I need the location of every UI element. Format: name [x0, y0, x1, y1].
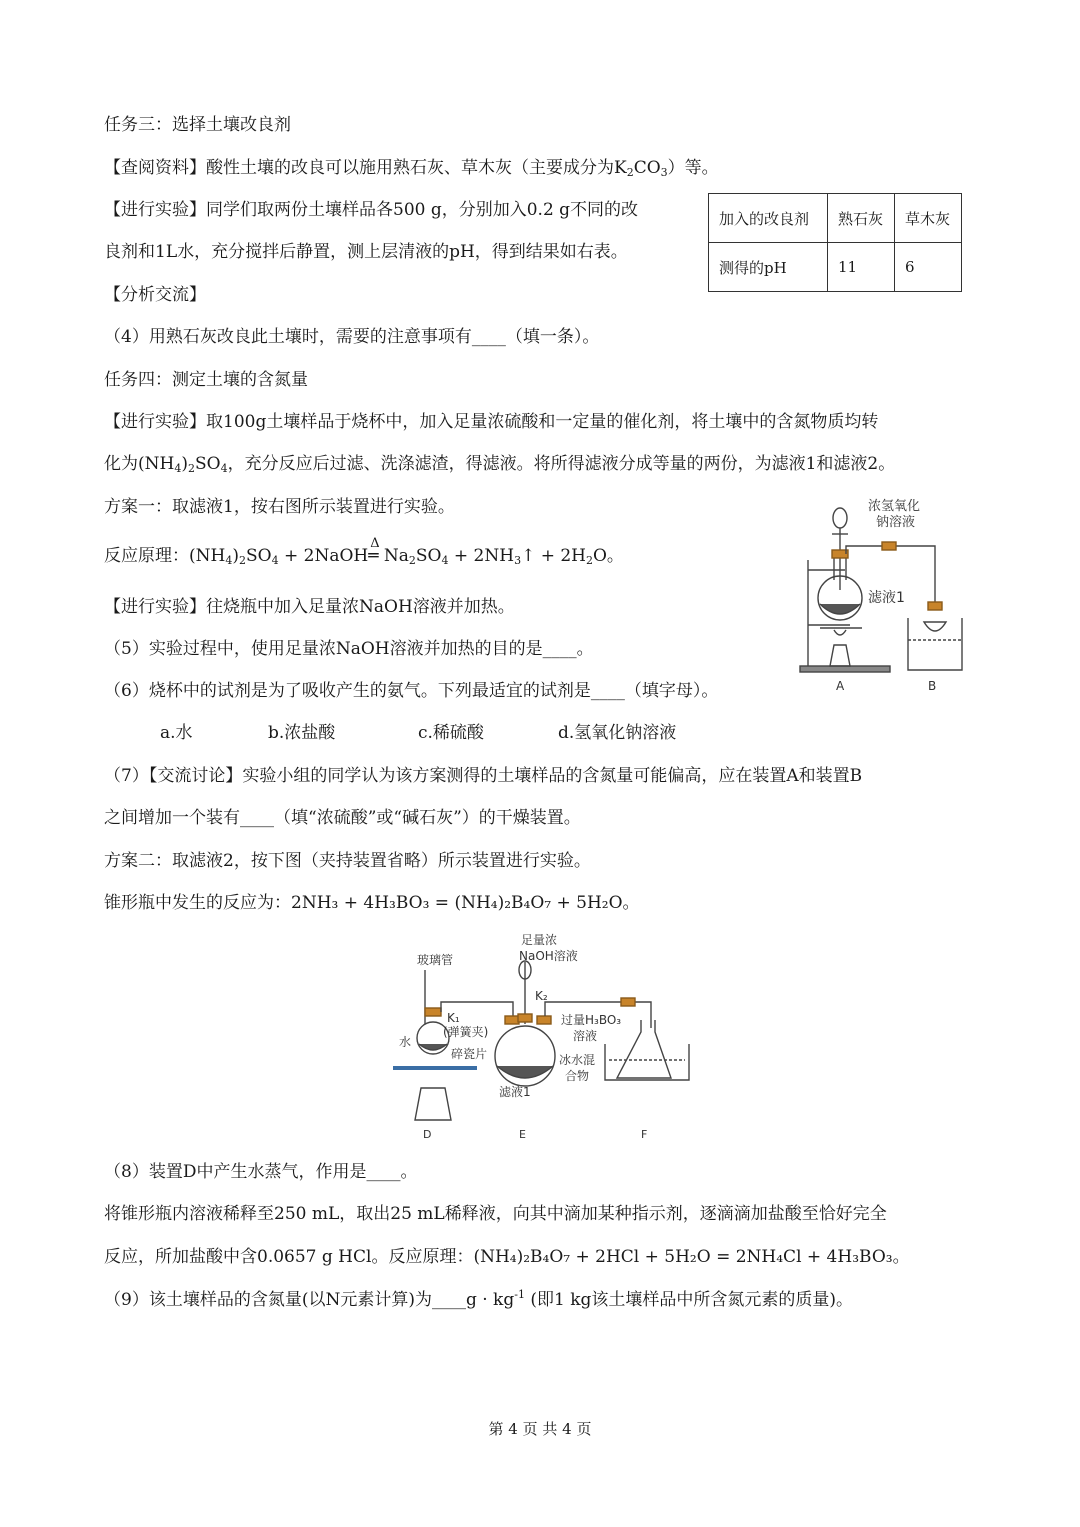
alcohol-lamp [830, 645, 850, 666]
question-4: （4）用熟石灰改良此土壤时，需要的注意事项有____（填一条）。 [104, 327, 600, 347]
plan1-experiment: 【进行实验】往烧瓶中加入足量浓NaOH溶液并加热。 [104, 597, 515, 617]
inverted-funnel [924, 622, 946, 631]
plan-1: 方案一：取滤液1，按右图所示装置进行实验。 [104, 497, 455, 517]
question-7-line2: 之间增加一个装有____（填“浓硫酸”或“碱石灰”）的干燥装置。 [104, 808, 581, 828]
question-9: （9）该土壤样品的含氮量(以N元素计算)为____g · $kg^{-1}$ (即1 kg该土壤样品中所含氮元素的质量)。 [104, 1288, 854, 1310]
question-8: （8）装置D中产生水蒸气，作用是____。 [104, 1162, 418, 1182]
label-filtrate: 滤液1 [868, 590, 905, 606]
label-a: A [836, 679, 845, 693]
label-chips: 碎瓷片 [451, 1047, 488, 1061]
apparatus-figure-ab [790, 490, 990, 700]
question-5: （5）实验过程中，使用足量浓NaOH溶液并加热的目的是____。 [104, 639, 594, 659]
erlenmeyer-flask [617, 1020, 671, 1078]
label-naoh-2: NaOH溶液 [519, 949, 578, 963]
task3-title: 任务三：选择土壤改良剂 [104, 115, 291, 135]
label-naoh-2: 钠溶液 [876, 515, 916, 530]
task3-experiment-line1: 【进行实验】同学们取两份土壤样品各500 g，分别加入0.2 g不同的改 [104, 200, 639, 220]
flask-reaction: 锥形瓶中发生的反应为：2NH₃ + 4H₃BO₃ = (NH₄)₂B₄O₇ + 5H₂O。 [104, 893, 640, 913]
improver-ph-table [708, 193, 962, 292]
label-glass-tube: 玻璃管 [417, 953, 454, 967]
table-cell: 加入的改良剂 [709, 194, 828, 243]
label-ice-1: 冰水混 [559, 1053, 596, 1067]
label-boric-1: 过量H₃BO₃ [561, 1013, 622, 1027]
heat-condition: Δ ═ [368, 536, 380, 566]
dilution-line2: 反应，所加盐酸中含0.0657 g HCl。反应原理：(NH₄)₂B₄O₇ + 2HCl + 5H₂O = 2NH₄Cl + 4H₃BO₃。 [104, 1247, 910, 1267]
label-naoh-1: 足量浓 [521, 933, 558, 947]
beaker [908, 618, 962, 670]
option-d: d.氢氧化钠溶液 [558, 723, 677, 743]
table-cell: 6 [895, 243, 962, 292]
table-cell: 11 [828, 243, 895, 292]
label-boric-2: 溶液 [573, 1029, 598, 1043]
reaction-principle: 反应原理：$(NH_4)_2SO_4$ + 2NaOH Δ ═ $Na_2SO_4$ + $2NH_3↑ + 2H_2O$。 [104, 536, 624, 567]
plan-2: 方案二：取滤液2，按下图（夹持装置省略）所示装置进行实验。 [104, 851, 591, 871]
dropping-funnel [833, 508, 847, 528]
label-k2: K₂ [535, 989, 548, 1003]
task3-experiment-line2: 良剂和1L水，充分搅拌后静置，测上层清液的pH，得到结果如右表。 [104, 242, 628, 262]
label-ice-2: 合物 [565, 1069, 590, 1083]
analysis-heading: 【分析交流】 [104, 285, 206, 305]
label-e: E [519, 1128, 526, 1141]
option-b: b.浓盐酸 [268, 723, 336, 743]
table-row [709, 194, 962, 243]
option-a: a.水 [160, 723, 193, 743]
task4-title: 任务四：测定土壤的含氮量 [104, 370, 308, 390]
table-cell: 测得的pH [709, 243, 828, 292]
task4-experiment-line2: 化为$(NH_4)_2SO_4$，充分反应后过滤、洗涤滤渣，得滤液。将所得滤液分成等量的两份，为滤液1和滤液2。 [104, 454, 896, 475]
page-footer: 第 4 页 共 4 页 [488, 1420, 592, 1438]
label-water: 水 [399, 1035, 412, 1049]
flask-liquid [820, 604, 860, 614]
label-k1: K₁ [447, 1011, 460, 1025]
dilution-line1: 将锥形瓶内溶液稀释至250 mL，取出25 mL稀释液，向其中滴加某种指示剂，逐滴滴加盐酸至恰好完全 [104, 1204, 887, 1224]
alcohol-lamp-d [415, 1088, 451, 1120]
apparatus-figure-def [385, 928, 705, 1148]
question-6: （6）烧杯中的试剂是为了吸收产生的氨气。下列最适宜的试剂是____（填字母）。 [104, 681, 719, 701]
label-f: F [641, 1128, 648, 1141]
task4-experiment-line1: 【进行实验】取100g土壤样品于烧杯中，加入足量浓硫酸和一定量的催化剂，将土壤中的含氮物质均转 [104, 412, 879, 432]
stand-base [800, 666, 890, 672]
ice-bath [605, 1044, 689, 1080]
label-d: D [423, 1128, 432, 1141]
table-row [709, 243, 962, 292]
question-7-line1: （7）【交流讨论】实验小组的同学认为该方案测得的土壤样品的含氮量可能偏高，应在装置A和装置B [104, 766, 863, 786]
label-clip: (弹簧夹) [443, 1025, 489, 1039]
table-cell: 草木灰 [895, 194, 962, 243]
task3-info: 【查阅资料】酸性土壤的改良可以施用熟石灰、草木灰（主要成分为$K_2CO_3$）等。 [104, 158, 719, 179]
option-c: c.稀硫酸 [418, 723, 484, 743]
label-filtrate-e: 滤液1 [499, 1085, 531, 1099]
table-cell: 熟石灰 [828, 194, 895, 243]
label-b: B [928, 679, 937, 693]
label-naoh: 浓氢氧化 [868, 499, 921, 514]
